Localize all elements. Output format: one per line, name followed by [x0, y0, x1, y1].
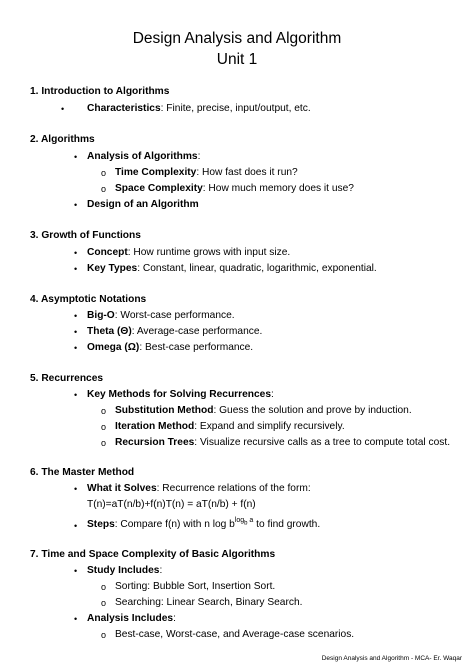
sup-log-text: log [234, 517, 245, 524]
item-text: : How runtime grows with input size. [127, 247, 291, 258]
subscript-b: b [244, 520, 248, 527]
bullet-icon: • [74, 200, 78, 210]
section-heading: 1. Introduction to Algorithms [30, 86, 170, 97]
sub-bullet-icon: o [101, 630, 107, 640]
bullet-icon: • [74, 152, 78, 162]
list-item [87, 483, 311, 494]
item-text: to find growth. [253, 519, 321, 530]
item-term: Recursion Trees [115, 437, 195, 448]
section-heading: 3. Growth of Functions [30, 230, 141, 241]
sub-list-item: Best-case, Worst-case, and Average-case scenarios. [115, 629, 355, 640]
item-term: Steps [87, 519, 115, 530]
sub-list-item: Sorting: Bubble Sort, Insertion Sort. [115, 581, 276, 592]
item-term: Big-O [87, 310, 115, 321]
sup-a-text: a [247, 517, 254, 524]
item-term: Substitution Method [115, 405, 214, 416]
item-term: Omega (Ω) [87, 342, 140, 353]
list-item [87, 613, 176, 624]
item-text: : How much memory does it use? [202, 183, 354, 194]
bullet-icon: • [74, 521, 78, 531]
item-term: Key Types [87, 263, 138, 274]
sub-bullet-icon: o [101, 598, 107, 608]
item-term: Analysis Includes [87, 613, 174, 624]
item-text: : Compare f(n) with n log b [114, 519, 235, 530]
item-text: : Recurrence relations of the form: [156, 483, 311, 494]
section-heading: 2. Algorithms [30, 134, 95, 145]
bullet-icon: • [74, 566, 78, 576]
item-term: Time Complexity [115, 167, 197, 178]
item-text: : Expand and simplify recursively. [194, 421, 345, 432]
list-item [87, 389, 274, 400]
sub-bullet-icon: o [101, 406, 107, 416]
bullet-icon: • [74, 484, 78, 494]
item-term: Space Complexity [115, 183, 203, 194]
item-text: : [271, 389, 274, 400]
bullet-icon: • [61, 104, 65, 114]
sub-list-item [115, 167, 298, 178]
item-term: Design of an Algorithm [87, 199, 199, 210]
list-item [87, 565, 162, 576]
sub-bullet-icon: o [101, 438, 107, 448]
sub-list-item: Searching: Linear Search, Binary Search. [115, 597, 303, 608]
list-item [87, 103, 311, 114]
section-heading: 4. Asymptotic Notations [30, 294, 147, 305]
list-item [87, 247, 290, 258]
bullet-icon: • [74, 311, 78, 321]
list-item [87, 199, 199, 210]
section-heading: 7. Time and Space Complexity of Basic Algorithms [30, 549, 276, 560]
item-text: : [159, 565, 163, 576]
bullet-icon: • [74, 390, 78, 400]
superscript-log [234, 517, 254, 527]
page-footer: Design Analysis and Algorithm - MCA- Er. Waqar [321, 655, 462, 662]
item-text: : Average-case performance. [131, 326, 263, 337]
item-text: : Worst-case performance. [114, 310, 235, 321]
document-title: Design Analysis and Algorithm [132, 30, 342, 47]
item-term: What it Solves [87, 483, 157, 494]
item-term: Theta (Θ) [87, 326, 132, 337]
list-item [87, 310, 235, 321]
item-text: : [197, 151, 201, 162]
item-text: : Constant, linear, quadratic, logarithmic, exponential. [137, 263, 377, 274]
list-item [87, 151, 200, 162]
item-term: Concept [87, 247, 128, 258]
item-text: : Best-case performance. [139, 342, 254, 353]
item-term: Key Methods for Solving Recurrences [87, 389, 271, 400]
item-term: Characteristics [87, 103, 161, 114]
section-heading: 6. The Master Method [30, 467, 135, 478]
sub-bullet-icon: o [101, 168, 107, 178]
sub-list-item [115, 183, 354, 194]
bullet-icon: • [74, 614, 78, 624]
sub-bullet-icon: o [101, 184, 107, 194]
formula-line: T(n)=aT(n/b)+f(n)T(n) = aT(n/b) + f(n) [87, 499, 256, 510]
document-subtitle: Unit 1 [216, 51, 258, 68]
sub-bullet-icon: o [101, 422, 107, 432]
sub-list-item [115, 421, 345, 432]
item-term: Iteration Method [115, 421, 195, 432]
list-item [87, 326, 262, 337]
item-text: : [173, 613, 176, 624]
sub-list-item [115, 437, 450, 448]
bullet-icon: • [74, 264, 78, 274]
list-item [87, 263, 377, 274]
bullet-icon: • [74, 248, 78, 258]
item-text: : Visualize recursive calls as a tree to compute total cost. [194, 437, 451, 448]
list-item [87, 342, 253, 353]
item-term: Analysis of Algorithms [87, 151, 198, 162]
bullet-icon: • [74, 343, 78, 353]
item-text: : Guess the solution and prove by induction. [213, 405, 412, 416]
item-term: Study Includes [87, 565, 160, 576]
item-text: : How fast does it run? [196, 167, 298, 178]
sub-bullet-icon: o [101, 582, 107, 592]
section-heading: 5. Recurrences [30, 373, 104, 384]
list-item [87, 517, 320, 530]
item-text: : Finite, precise, input/output, etc. [160, 103, 311, 114]
bullet-icon: • [74, 327, 78, 337]
sub-list-item [115, 405, 412, 416]
